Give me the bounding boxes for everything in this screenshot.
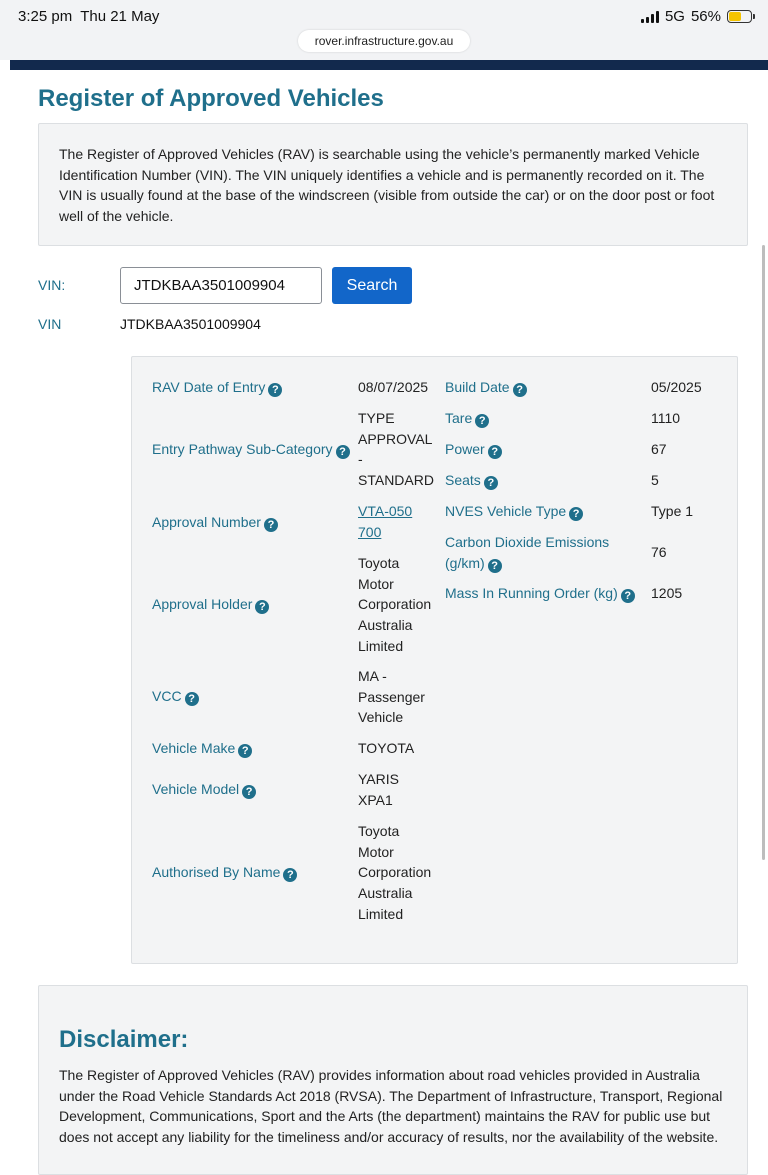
rav-date-value: 08/07/2025 xyxy=(358,379,429,395)
status-indicators xyxy=(641,8,752,25)
help-icon[interactable]: ? xyxy=(268,383,282,397)
mass-running-value: 1205 xyxy=(651,585,683,601)
entry-sub-label xyxy=(152,439,350,460)
entry-sub-value: STANDARD xyxy=(358,472,434,488)
vehicle-make-label xyxy=(152,738,252,759)
co2-emissions-label xyxy=(445,532,625,573)
approval-holder-value: Toyota Motor Corporation Australia Limited xyxy=(358,555,432,654)
authorised-by-value: Toyota Motor Corporation Australia Limited xyxy=(358,823,432,922)
seats-label xyxy=(445,470,498,491)
seats-label-text: Seats xyxy=(445,472,481,488)
vin-result-value: JTDKBAA3501009904 xyxy=(120,316,261,332)
nves-type-label-text: NVES Vehicle Type xyxy=(445,503,567,519)
help-icon[interactable]: ? xyxy=(621,589,635,603)
help-icon[interactable]: ? xyxy=(475,414,489,428)
help-icon[interactable]: ? xyxy=(488,445,502,459)
nves-type-label xyxy=(445,501,583,522)
help-icon[interactable]: ? xyxy=(569,507,583,521)
disclaimer-title: Disclaimer: xyxy=(59,1026,189,1053)
vin-result-label: VIN xyxy=(38,316,62,332)
build-date-label xyxy=(445,377,527,398)
vehicle-model-value: YARIS XPA1 xyxy=(358,771,399,808)
help-icon[interactable]: ? xyxy=(264,518,278,532)
approval-number-label xyxy=(152,512,278,533)
vehicle-make-value: TOYOTA xyxy=(358,740,415,756)
battery-level xyxy=(729,12,741,21)
mass-running-label xyxy=(445,583,635,604)
address-bar[interactable]: rover.infrastructure.gov.au xyxy=(298,30,470,52)
vcc-label-text: VCC xyxy=(152,688,182,704)
authorised-by-label xyxy=(152,862,297,883)
entry-type-value: TYPE APPROVAL - xyxy=(358,410,432,468)
intro-panel xyxy=(38,123,748,246)
mass-running-label-text: Mass In Running Order (kg) xyxy=(445,585,618,601)
signal-icon xyxy=(641,11,659,23)
status-time xyxy=(18,8,159,25)
seats-value: 5 xyxy=(651,472,659,488)
build-date-label-text: Build Date xyxy=(445,379,510,395)
nves-type-value: Type 1 xyxy=(651,503,694,519)
help-icon[interactable]: ? xyxy=(242,785,256,799)
intro-text: The Register of Approved Vehicles (RAV) is searchable using the vehicle’s permanently marked Vehicle Identification Number (VIN). The VIN uniquely identifies a vehicle and is permanently recorded on it. The VIN is usually found at the base of the windscreen (visible from outside the car) or on the door post or foot well of the vehicle. xyxy=(59,146,715,225)
tare-label-text: Tare xyxy=(445,410,473,426)
vin-input[interactable] xyxy=(120,267,322,304)
battery-icon xyxy=(727,10,752,23)
vehicle-make-label-text: Vehicle Make xyxy=(152,740,236,756)
help-icon[interactable]: ? xyxy=(336,445,350,459)
authorised-by-label-text: Authorised By Name xyxy=(152,864,281,880)
page-scrollbar[interactable] xyxy=(762,245,765,860)
battery-percent: 56% xyxy=(690,8,721,25)
disclaimer-text: The Register of Approved Vehicles (RAV) provides information about road vehicles provided in Australia under the Road Vehicle Standards Act 2018 (RVSA). The Department of Infrastructure, Transport, Regional Development, Communications, Sport and the Arts (the department) maintains the RAV for public use but does not accept any liability for the timeliness and/or accuracy of results, nor the availability of the website. xyxy=(59,1067,723,1146)
help-icon[interactable]: ? xyxy=(255,600,269,614)
vin-label: VIN: xyxy=(38,277,66,293)
search-button[interactable]: Search xyxy=(332,267,412,304)
co2-emissions-value: 76 xyxy=(651,544,667,560)
help-icon[interactable]: ? xyxy=(185,692,199,706)
power-label-text: Power xyxy=(445,441,485,457)
page-title: Register of Approved Vehicles xyxy=(38,85,384,112)
help-icon[interactable]: ? xyxy=(513,383,527,397)
help-icon[interactable]: ? xyxy=(283,868,297,882)
clock-date: Thu 21 May xyxy=(80,8,160,25)
rav-date-label xyxy=(152,377,282,398)
build-date-value: 05/2025 xyxy=(651,379,702,395)
approval-holder-label xyxy=(152,594,269,615)
vehicle-model-label xyxy=(152,779,256,800)
help-icon[interactable]: ? xyxy=(484,476,498,490)
vehicle-model-label-text: Vehicle Model xyxy=(152,781,240,797)
help-icon[interactable]: ? xyxy=(238,744,252,758)
power-value: 67 xyxy=(651,441,667,457)
approval-holder-label-text: Approval Holder xyxy=(152,596,253,612)
entry-sub-label-text: Entry Pathway Sub-Category xyxy=(152,441,333,457)
vcc-label xyxy=(152,686,199,707)
vehicle-details-panel xyxy=(131,356,738,964)
network-type: 5G xyxy=(664,8,685,25)
disclaimer-panel xyxy=(38,985,748,1175)
rav-date-label-text: RAV Date of Entry xyxy=(152,379,266,395)
power-label xyxy=(445,439,502,460)
approval-number-link[interactable]: VTA-050700 xyxy=(358,503,413,540)
help-icon[interactable]: ? xyxy=(488,559,502,573)
vcc-value: MA - Passenger Vehicle xyxy=(358,668,425,726)
co2-emissions-label-text: Carbon Dioxide Emissions (g/km) xyxy=(445,534,610,571)
tare-label xyxy=(445,408,489,429)
tare-value: 1110 xyxy=(651,410,681,426)
clock-time: 3:25 pm xyxy=(18,8,73,25)
site-header-bar xyxy=(10,60,768,70)
status-bar xyxy=(0,0,768,60)
approval-number-label-text: Approval Number xyxy=(152,514,261,530)
